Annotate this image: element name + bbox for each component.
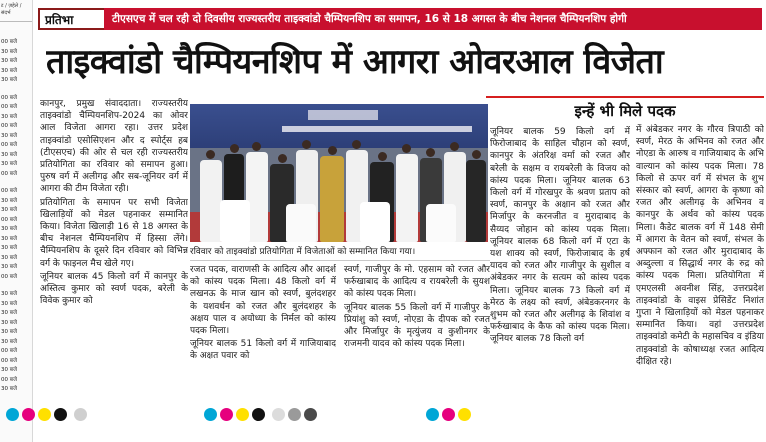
color-swatch bbox=[204, 408, 217, 421]
ribbon-kicker: टीएसएच में चल रही दो दिवसीय राज्यस्तरीय ताइक्वांडो चैम्पियनशिप का समापन, 16 से 18 अगस्त के बीच नेशनल चैम्पियनशिप होगी bbox=[104, 8, 762, 30]
color-swatch bbox=[458, 408, 471, 421]
edge-time-row: 00 बजे bbox=[1, 142, 17, 148]
color-swatch bbox=[252, 408, 265, 421]
article-column-3 bbox=[344, 264, 490, 404]
sidebar-rule bbox=[486, 96, 764, 98]
edge-time-row: 30 बजे bbox=[1, 48, 17, 55]
event-banner bbox=[190, 104, 488, 148]
edge-time-row: 00 बजे bbox=[1, 357, 17, 364]
edge-time-row: 30 बजे bbox=[1, 151, 17, 158]
edge-time-row: 30 बजे bbox=[1, 291, 17, 297]
edge-time-row: 00 बजे bbox=[1, 39, 17, 45]
edge-time-row: 30 बजे bbox=[1, 338, 17, 345]
sidebar-column-1 bbox=[490, 126, 630, 400]
adjacent-page-edge bbox=[0, 0, 33, 442]
color-swatch bbox=[38, 408, 51, 421]
photo-caption: रविवार को ताइक्वांडो प्रतियोगिता में विजेताओं को सम्मानित किया गया। bbox=[190, 246, 490, 261]
section-tag: प्रतिभा bbox=[38, 8, 104, 30]
edge-time-row: 30 बजे bbox=[1, 367, 17, 373]
color-swatch bbox=[442, 408, 455, 421]
edge-time-row: 30 बजे bbox=[1, 207, 17, 213]
group-photo bbox=[190, 104, 488, 242]
registration-marks bbox=[0, 408, 766, 422]
color-swatch bbox=[54, 408, 67, 421]
article-column-1 bbox=[40, 98, 188, 402]
paragraph: जूनियर बालक 45 किलो वर्ग में कानपुर के अस्तित्व कुमार को स्वर्ण पदक, बरेली के विवेक कुमार को bbox=[40, 271, 188, 307]
edge-time-row: 30 बजे bbox=[1, 235, 17, 242]
edge-time-row: 30 बजे bbox=[1, 254, 17, 261]
color-swatch bbox=[272, 408, 285, 421]
paragraph: में अंबेडकर नगर के गौरव त्रिपाठी को स्वर्ण, मेरठ के अभिनव को रजत और नोएडा के आरुष व गाजियाबाद के अभि वाल्यान को कांस्य पदक मिला। 78 किलो से ऊपर वर्ग में संभल के शुभ संस्कार को स्वर्ण, आगरा के कृष्णा को रजत और अलीगढ़ के अभिनव व कानपुर के अर्थव को कांस्य पदक मिला। कैडेट बालक वर्ग में 148 सेमी में आगरा के वेतन को स्वर्ण, संभल के अफ्फान को रजत और मुरादाबाद के अब्दुल्ला व सिद्धार्थ नगर के रुद्र को कांस्य पदक मिला। प्रतियोगिता में एमएलसी अवनीश सिंह, उत्तरप्रदेश ताइक्वांडो के वाइस प्रेसिडेंट निशांत गुप्ता ने खिलाड़ियों को मेडल पहनाकर सम्मानित किया। वहां उत्तरप्रदेश ताइक्वांडो कमेटी के महासचिव व इंडिया ताइक्वांडो के कोषाध्यक्ष रजत आदित्य दीक्षित रहे। bbox=[636, 125, 764, 367]
edge-time-row: 30 बजे bbox=[1, 161, 17, 167]
color-swatch bbox=[236, 408, 249, 421]
edge-time-row: 30 बजे bbox=[1, 58, 17, 64]
edge-time-row: 00 बजे bbox=[1, 348, 17, 354]
edge-time-list bbox=[0, 38, 32, 395]
top-ribbon bbox=[38, 8, 762, 30]
edge-time-row: 30 बजे bbox=[1, 386, 17, 392]
edge-time-row: 30 बजे bbox=[1, 300, 17, 307]
edge-time-row: 30 बजे bbox=[1, 77, 17, 83]
sidebar-column-2 bbox=[636, 124, 764, 400]
edge-time-row: 00 बजे bbox=[1, 188, 17, 194]
edge-time-row: 30 बजे bbox=[1, 226, 17, 232]
color-swatch bbox=[22, 408, 35, 421]
paragraph: जूनियर बालक 59 किलो वर्ग में फिरोजाबाद के साहिल चौहान को स्वर्ण, कानपुर के अंतरिक्ष वर्मा को रजत और बरेली के सक्षम व रायबरेली के विजय को कांस्य पदक मिला। जूनियर बालक 63 किलो वर्ग में गोरखपुर के श्रवण प्रताप को स्वर्ण, कानपुर के अक्षान को रजत और मिर्जापुर के करनजीत व मुरादाबाद के सैय्यद जोहान को कांस्य पदक मिला। जूनियर बालक 68 किलो वर्ग में एटा के यश शाक्य को स्वर्ण, फिरोजाबाद के हर्ष यादव को रजत और गाजीपुर के सुशील व अंबेडकर नगर के सत्यम को कांस्य पदक मिला। जूनियर बालक 73 किलो वर्ग में मेरठ के लक्ष्य को स्वर्ण, अंबेडकरनगर के शुभम को रजत और अलीगढ़ के शिवांश व फर्रुखाबाद के कैफ को कांस्य पदक मिला। जूनियर बालक 78 किलो वर्ग bbox=[490, 127, 630, 345]
paragraph: जूनियर बालक 51 किलो वर्ग में गाजियाबाद के अक्षत पवार को bbox=[190, 339, 336, 362]
paragraph: प्रतियोगिता के समापन पर सभी विजेता खिलाड़ियों को मेडल पहनाकर सम्मानित किया। विजेता खिलाड़ी 16 से 18 अगस्त के बीच नेशनल चैम्पियनशिप में हिस्सा लेंगे। चैम्पियनशिप के दूसरे दिन रविवार को विभिन्न वर्ग के फाइनल मैच खेले गए। bbox=[40, 197, 188, 269]
edge-time-row: 00 बजे bbox=[1, 376, 17, 383]
paragraph: स्वर्ण, गाजीपुर के मो. एहसाम को रजत और फर्रुखाबाद के आदित्य व रायबरेली के सुयश को कांस्य पदक मिला। bbox=[344, 265, 490, 300]
color-swatch bbox=[288, 408, 301, 421]
color-swatch bbox=[74, 408, 87, 421]
main-headline: ताइक्वांडो चैम्पियनशिप में आगरा ओवरआल विजेता bbox=[46, 42, 664, 82]
edge-time-row: 30 बजे bbox=[1, 264, 17, 270]
newspaper-page bbox=[38, 0, 766, 442]
color-swatch bbox=[6, 408, 19, 421]
edge-time-row: 30 बजे bbox=[1, 67, 17, 74]
edge-time-row: 30 बजे bbox=[1, 132, 17, 139]
edge-time-row: 00 बजे bbox=[1, 123, 17, 129]
edge-time-row: 00 बजे bbox=[1, 216, 17, 223]
edge-time-row: 00 बजे bbox=[1, 170, 17, 177]
edge-time-row: 00 बजे bbox=[1, 104, 17, 110]
edge-header: ट / ज़हेले / संदर्भ bbox=[0, 0, 32, 22]
edge-time-row: 00 बजे bbox=[1, 273, 17, 280]
color-swatch bbox=[426, 408, 439, 421]
color-swatch bbox=[220, 408, 233, 421]
edge-time-row: 30 बजे bbox=[1, 245, 17, 251]
sidebar-title: इन्हें भी मिले पदक bbox=[574, 102, 676, 120]
article-column-2 bbox=[190, 264, 336, 404]
edge-time-row: 30 बजे bbox=[1, 319, 17, 326]
paragraph: जूनियर बालक 55 किलो वर्ग में गाजीपुर के प्रियांशु को स्वर्ण, नोएडा के दीपक को रजत और मिर्जापुर के मृत्युंजय व कुशीनगर के राजमनी यादव को कांस्य पदक मिला। bbox=[344, 302, 490, 350]
color-swatch bbox=[304, 408, 317, 421]
edge-time-row: 30 बजे bbox=[1, 310, 17, 316]
edge-time-row: 30 बजे bbox=[1, 197, 17, 204]
edge-time-row: 30 बजे bbox=[1, 329, 17, 335]
edge-time-row: 30 बजे bbox=[1, 113, 17, 120]
edge-time-row: 00 बजे bbox=[1, 94, 17, 101]
paragraph: रजत पदक, वाराणसी के आदित्य और आदर्श को कांस्य पदक मिला। 48 किलो वर्ग में लखनऊ के माज खान को स्वर्ण, बुलंदशहर के यशवर्धन को रजत और बुलंदशहर के अक्षय पाल व अयोध्या के निर्मल को कांस्य पदक मिला। bbox=[190, 265, 336, 337]
paragraph: कानपुर, प्रमुख संवाददाता। राज्यस्तरीय ताइक्वांडो चैम्पियनशिप-2024 का ओवर आल विजेता आगरा रहा। उत्तर प्रदेश ताइक्वांडो एसोसिएशन और द स्पोर्ट्स हब (टीएसएच) की ओर से चल रही राज्यस्तरीय प्रतियोगिता का रविवार को समापन हुआ। पुरुष वर्ग में अलीगढ़ और सब-जूनियर वर्ग में आगरा की टीम विजेता रही। bbox=[40, 99, 188, 195]
